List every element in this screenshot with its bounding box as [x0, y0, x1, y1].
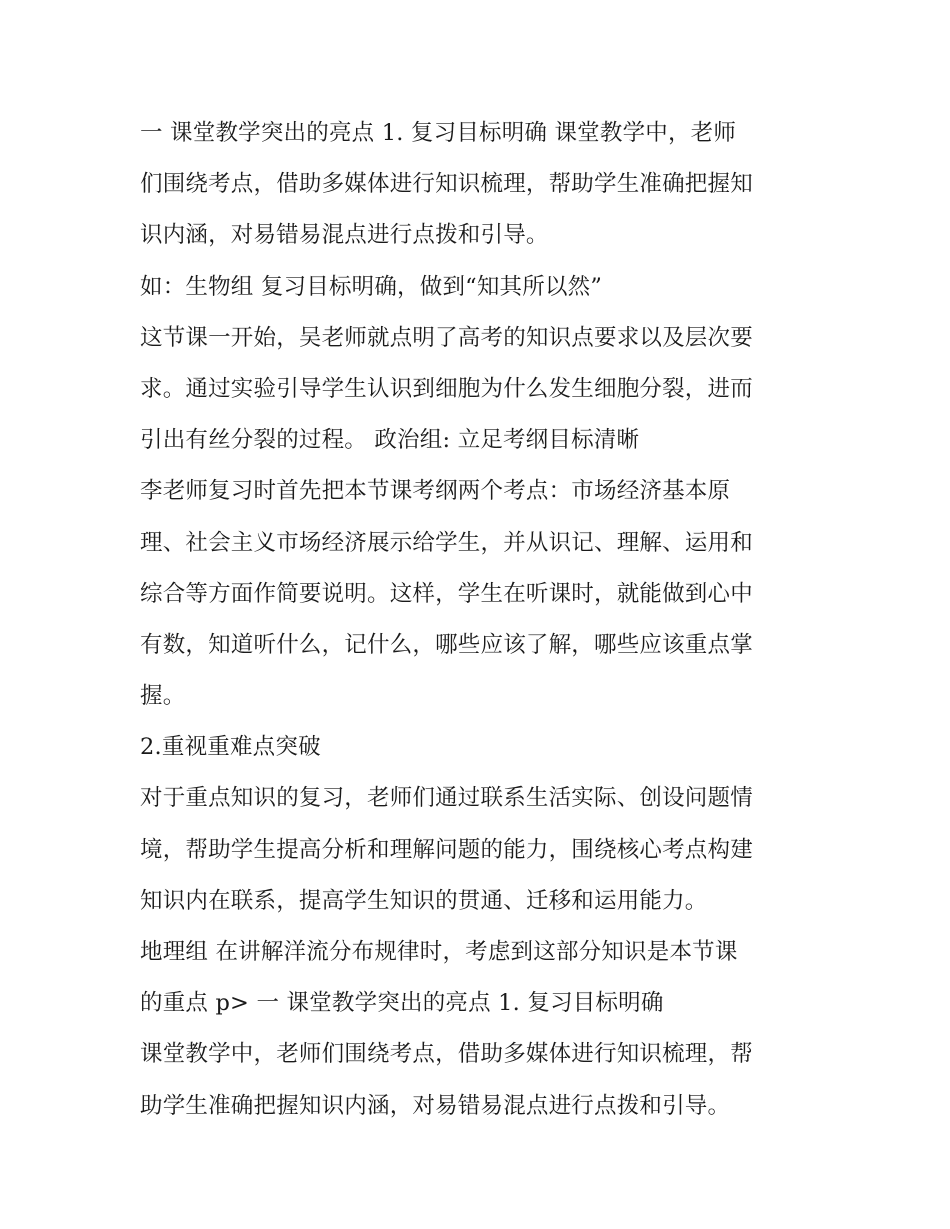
text-line: 求。通过实验引导学生认识到细胞为什么发生细胞分裂，进而	[140, 375, 753, 402]
document-body	[140, 108, 820, 1132]
text-line: 对于重点知识的复习，老师们通过联系生活实际、创设问题情	[140, 785, 753, 812]
text-line: 李老师复习时首先把本节课考纲两个考点：市场经济基本原	[140, 478, 731, 505]
text-line: 地理组 在讲解洋流分布规律时，考虑到这部分知识是本节课	[140, 939, 738, 965]
text-line: 境，帮助学生提高分析和理解问题的能力，围绕核心考点构建	[140, 836, 753, 863]
text-line: 一 课堂教学突出的亮点 1. 复习目标明确 课堂教学中，老师	[140, 120, 737, 146]
text-line: 有数，知道听什么，记什么，哪些应该了解，哪些应该重点掌	[140, 631, 753, 658]
text-line: 理、社会主义市场经济展示给学生，并从识记、理解、运用和	[140, 529, 753, 556]
text-line: 们围绕考点，借助多媒体进行知识梳理，帮助学生准确把握知	[140, 171, 753, 198]
text-line: 如：生物组 复习目标明确，做到“知其所以然”	[140, 273, 603, 300]
text-line: 这节课一开始，吴老师就点明了高考的知识点要求以及层次要	[140, 324, 753, 351]
text-line: 助学生准确把握知识内涵，对易错易混点进行点拨和引导。	[140, 1092, 731, 1119]
section-heading: 2.重视重难点突破	[140, 734, 321, 761]
text-line: 的重点 p> 一 课堂教学突出的亮点 1. 复习目标明确	[140, 990, 664, 1017]
text-line: 综合等方面作简要说明。这样，学生在听课时，就能做到心中	[140, 580, 753, 607]
text-line: 识内涵，对易错易混点进行点拨和引导。	[140, 222, 549, 249]
text-line: 知识内在联系，提高学生知识的贯通、迁移和运用能力。	[140, 887, 708, 914]
text-line: 握。	[140, 683, 186, 710]
text-line: 课堂教学中，老师们围绕考点，借助多媒体进行知识梳理，帮	[140, 1041, 753, 1068]
text-line: 引出有丝分裂的过程。 政治组: 立足考纲目标清晰	[140, 427, 640, 454]
